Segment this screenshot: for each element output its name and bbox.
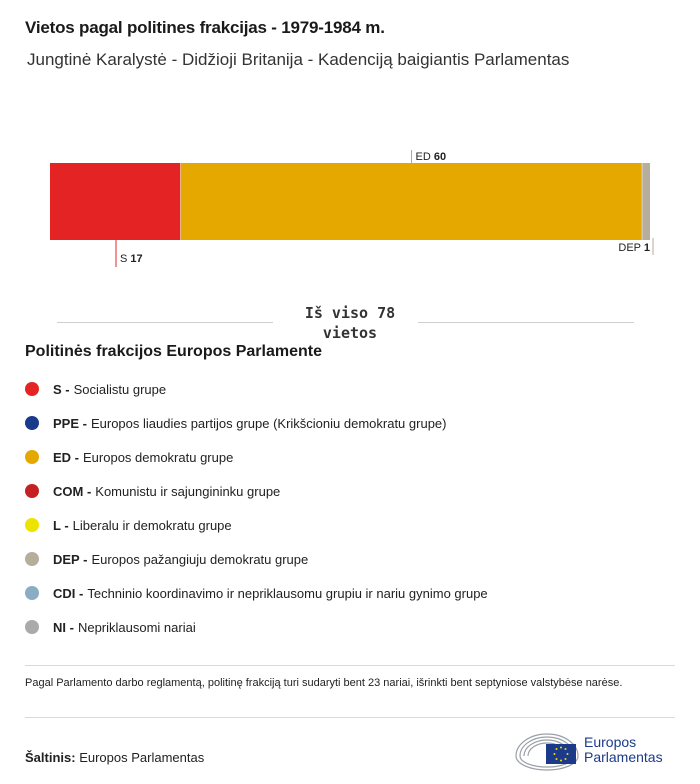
legend-item: [25, 508, 488, 542]
parliament-hemicycle-icon: [512, 726, 582, 772]
legend-desc: Europos pažangiuju demokratu grupe: [91, 551, 309, 567]
bar-segment-ed: [181, 163, 643, 240]
legend-dot-icon: [25, 416, 39, 430]
bar-label-s: S 17: [120, 253, 143, 265]
legend-abbr: S -: [53, 381, 70, 397]
european-parliament-logo: [512, 726, 682, 772]
legend-dot-icon: [25, 518, 39, 532]
legend-item: [25, 542, 488, 576]
legend-desc: Nepriklausomi nariai: [77, 619, 196, 635]
divider-top: [25, 665, 675, 666]
legend-abbr: NI -: [53, 619, 74, 635]
legend-dot-icon: [25, 552, 39, 566]
total-label: [270, 303, 430, 343]
footnote: Pagal Parlamento darbo reglamentą, politinę frakciją turi sudaryti bent 23 nariai, išrinkti bent septyniose valstybėse narėse.: [25, 677, 623, 689]
legend-dot-icon: [25, 586, 39, 600]
legend-abbr: PPE -: [53, 415, 87, 431]
legend-desc: Komunistu ir sajungininku grupe: [95, 483, 281, 499]
bar-label-ed: ED 60: [415, 151, 447, 163]
source-label: Šaltinis:: [25, 750, 76, 765]
chart-subtitle: Jungtinė Karalystė - Didžioji Britanija - Kadenciją baigiantis Parlamentas: [27, 50, 570, 69]
stacked-bar-chart: [0, 140, 700, 275]
legend-item: [25, 406, 488, 440]
legend-item: [25, 372, 488, 406]
legend-item: [25, 610, 488, 644]
total-label-line1: Iš viso 78: [304, 304, 396, 322]
legend-abbr: ED -: [53, 449, 79, 465]
bar-label-dep: DEP 1: [618, 242, 650, 254]
total-label-line2: vietos: [322, 324, 378, 342]
legend-dot-icon: [25, 382, 39, 396]
legend-item: [25, 440, 488, 474]
legend: [25, 372, 488, 644]
divider-bottom: [25, 717, 675, 718]
legend-desc: Europos demokratu grupe: [83, 449, 234, 465]
legend-dot-icon: [25, 450, 39, 464]
total-divider-right: [418, 322, 634, 323]
legend-dot-icon: [25, 484, 39, 498]
legend-abbr: CDI -: [53, 585, 84, 601]
legend-desc: Techninio koordinavimo ir nepriklausomu grupiu ir nariu gynimo grupe: [87, 585, 488, 601]
total-divider-left: [57, 322, 273, 323]
legend-title: Politinės frakcijos Europos Parlamente: [25, 343, 322, 360]
legend-desc: Europos liaudies partijos grupe (Krikšcioniu demokratu grupe): [90, 415, 447, 431]
source-value: Europos Parlamentas: [79, 750, 205, 765]
bar-segment-s: [50, 163, 181, 240]
logo-line1: Europos: [584, 734, 637, 750]
legend-abbr: L -: [53, 517, 69, 533]
legend-abbr: COM -: [53, 483, 92, 499]
legend-abbr: DEP -: [53, 551, 88, 567]
total-seats: [0, 298, 700, 344]
legend-item: [25, 576, 488, 610]
logo-text: [584, 735, 663, 765]
legend-desc: Liberalu ir demokratu grupe: [72, 517, 232, 533]
logo-line2: Parlamentas: [584, 749, 663, 765]
legend-dot-icon: [25, 620, 39, 634]
legend-desc: Socialistu grupe: [73, 381, 167, 397]
bar-segment-dep: [642, 163, 650, 240]
chart-title: Vietos pagal politines frakcijas - 1979-1984 m.: [25, 18, 385, 37]
source: [25, 750, 204, 765]
legend-item: [25, 474, 488, 508]
